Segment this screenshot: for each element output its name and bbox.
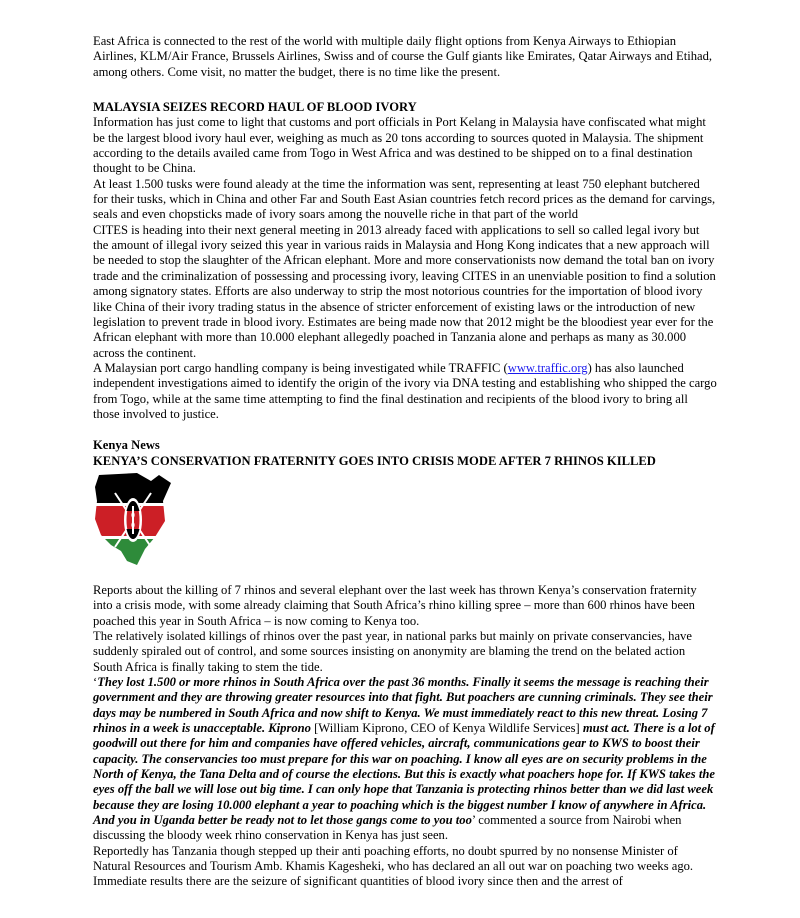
malaysia-p4-before: A Malaysian port cargo handling company is being investigated while TRAFFIC ( (93, 360, 508, 375)
quote-part-1: They lost 1.500 or more rhinos in South Africa over the past 36 months. Finally it seems the message is reaching their government and they are throwing greater resources into that fight. But poachers are cunning criminals. They see their days may be numbered in South Africa and now shift to Kenya. We must immediately react to this new threat. Losing 7 rhinos in a week is unacceptable. Kiprono (93, 675, 713, 736)
malaysia-paragraph-1: Information has just come to light that customs and port officials in Port Kelang in Malaysia have confiscated what might be the largest blood ivory haul ever, weighing as much as 20 tons according to sources quoted in Malaysia. The shipment according to the details availed came from Togo in West Africa and was destined to be shipped on to a final destination thought to be China. (93, 115, 706, 176)
kenya-section-label: Kenya News (93, 438, 160, 453)
malaysia-p4-after: ) has also launched independent investigations aimed to identify the origin of the ivory via DNA testing and establishing who shipped the cargo from Togo, while at the same time attempting to find the final destination and recipients of the blood ivory to bring all those involved to justice. (93, 360, 717, 421)
quote-bracket-note: [William Kiprono, CEO of Kenya Wildlife Services] (310, 721, 583, 736)
malaysia-paragraph-4 (93, 361, 717, 422)
quote-part-2: must act. There is a lot of goodwill out there for him and companies have offered vehicles, aircraft, communications gear to KWS to boost their capacity. The conservancies too must prepare for this war on poaching. I know all eyes are on security problems in the North of Kenya, the Tana Delta and of course the elections. But this is exactly what poachers hope for. If KWS takes the eyes off the ball we will lose out big time. I can only hope that Tanzania is protecting rhinos better than we did last week because they are losing 10.000 elephant a year to poaching which is the biggest number I know of anywhere in Africa. And you in Uganda better be ready not to let those gangs come to you too (93, 721, 715, 828)
kenya-paragraph-1: Reports about the killing of 7 rhinos and several elephant over the last week has thrown Kenya’s conservation fraternity into a crisis mode, with some already claiming that South Africa’s rhino killing spree – more than 600 rhinos have been poached this year in South Africa – is now coming to Kenya too. (93, 582, 697, 628)
quote-open-mark: ‘ (93, 675, 98, 689)
malaysia-paragraph-3: CITES is heading into their next general meeting in 2013 already faced with applications to sell so called legal ivory but the amount of illegal ivory seized this year in various raids in Malaysia and Hong Kong indicates that a new approach will be needed to stop the slaughter of the African elephant. More and more conservationists now demand the total ban on ivory trade and the criminalization of possessing and processing ivory, leaving CITES in an unenviable position to find a solution among signatory states. Efforts are also underway to strip the most notorious countries for the importation of blood ivory like China of their ivory trading status in the absence of stricter enforcement of existing laws or the introduction of new legislation to prevent trade in blood ivory. Estimates are being made now that 2012 might be the bloodiest year ever for the African elephant with more than 10.000 elephant allegedly poached in Tanzania alone and perhaps as many as 30.000 across the continent. (93, 222, 716, 360)
malaysia-paragraph-2: At least 1.500 tusks were found aleady at the time the information was sent, representing at least 750 elephant butchered for their tusks, which in China and other Far and South East Asian countries fetch record prices as the demand for carvings, seals and even chopsticks made of ivory soars among the nouvelle riche in that part of the world (93, 176, 716, 222)
malaysia-heading: MALAYSIA SEIZES RECORD HAUL OF BLOOD IVORY (93, 100, 417, 115)
quote-close-attribution: ’ commented a source from Nairobi when discussing the bloody week rhino conservation in Kenya has just seen. (93, 813, 682, 843)
intro-paragraph: East Africa is connected to the rest of the world with multiple daily flight options from Kenya Airways to Ethiopian Airlines, KLM/Air France, Brussels Airlines, Swiss and of course the Gulf giants like Emirates, Qatar Airways and Etihad, among others. Come visit, no matter the budget, there is no time like the present. (93, 34, 713, 79)
traffic-link[interactable]: www.traffic.org (507, 360, 588, 375)
kenya-heading: KENYA’S CONSERVATION FRATERNITY GOES INTO CRISIS MODE AFTER 7 RHINOS KILLED (93, 453, 656, 468)
kenya-flag-map-icon (93, 471, 173, 567)
kenya-paragraph-3: Reportedly has Tanzania though stepped up their anti poaching efforts, no doubt spurred by no nonsense Minister of Natural Resources and Tourism Amb. Khamis Kagesheki, who has declared an all out war on poaching two weeks ago. Immediate results there are the seizure of significant quantities of blood ivory since then and the arrest of (93, 843, 694, 889)
kenya-quote-paragraph (93, 675, 717, 844)
document-page (93, 34, 717, 890)
kenya-paragraph-2: The relatively isolated killings of rhinos over the past year, in national parks but mainly on private conservancies, have suddenly spiraled out of control, and some sources insisting on anonymity are blaming the trend on the belated action South Africa is finally taking to stem the tide. (93, 628, 692, 674)
